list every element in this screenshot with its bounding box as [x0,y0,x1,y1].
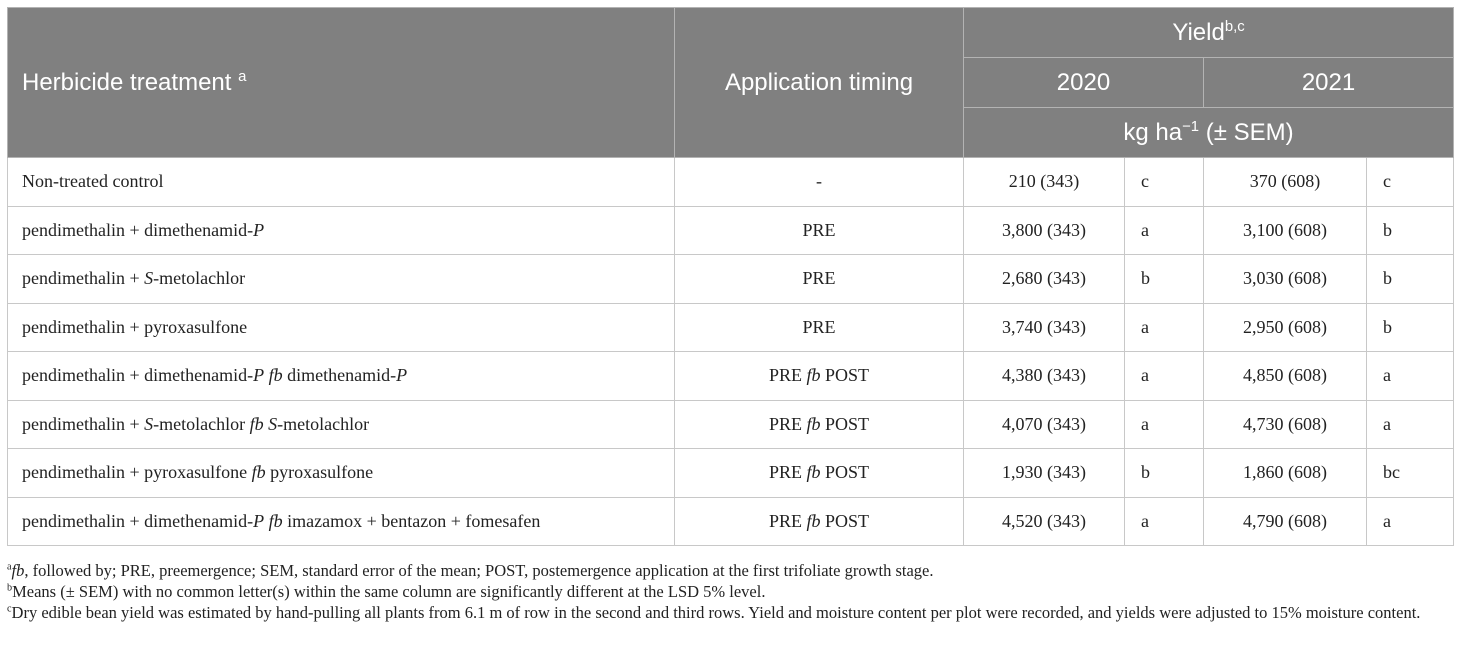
header-treatment-label: Herbicide treatment [22,68,232,96]
cell-treatment: pendimethalin + pyroxasulfone fb pyroxasulfone [8,449,675,498]
cell-timing: PRE [675,303,964,352]
cell-timing: PRE fb POST [675,352,964,401]
header-yield [964,8,1454,58]
yield-table [7,7,1454,546]
cell-timing: - [675,158,964,207]
header-treatment [8,8,675,158]
footnote-b-text: Means (± SEM) with no common letter(s) within the same column are significantly different at the LSD 5% level. [12,582,766,601]
header-unit-base: kg ha [1123,118,1183,146]
table-body [8,158,1454,546]
header-unit-exponent: −1 [1182,118,1200,135]
header-year-2021: 2021 [1204,58,1454,108]
cell-treatment: pendimethalin + dimethenamid-P [8,206,675,255]
table-row [8,255,1454,304]
footnote-a [7,560,1455,581]
cell-letter-2021: c [1367,158,1454,207]
footnote-a-fb: fb [11,561,25,580]
cell-treatment: pendimethalin + dimethenamid-P fb imazamox + bentazon + fomesafen [8,497,675,546]
cell-yield-2021: 3,100 (608) [1204,206,1367,255]
table-row [8,352,1454,401]
header-unit [964,108,1454,158]
cell-letter-2020: a [1125,303,1204,352]
cell-letter-2020: a [1125,497,1204,546]
cell-yield-2020: 4,520 (343) [964,497,1125,546]
table-header [8,8,1454,158]
header-yield-note: b,c [1224,18,1245,35]
cell-timing: PRE fb POST [675,449,964,498]
table-row [8,206,1454,255]
cell-timing: PRE [675,206,964,255]
cell-timing: PRE fb POST [675,497,964,546]
cell-yield-2020: 4,070 (343) [964,400,1125,449]
cell-treatment: pendimethalin + pyroxasulfone [8,303,675,352]
cell-letter-2020: a [1125,206,1204,255]
cell-treatment: pendimethalin + S-metolachlor fb S-metolachlor [8,400,675,449]
cell-letter-2020: a [1125,400,1204,449]
cell-letter-2020: c [1125,158,1204,207]
footnote-b [7,581,1455,602]
table-row [8,158,1454,207]
footnote-a-text: , followed by; PRE, preemergence; SEM, standard error of the mean; POST, postemergence application at the first trifoliate growth stage. [24,561,934,580]
cell-letter-2021: a [1367,352,1454,401]
cell-letter-2020: b [1125,255,1204,304]
table-row [8,303,1454,352]
footnotes [7,560,1455,623]
footnote-b-mark: b [7,582,13,594]
cell-timing: PRE fb POST [675,400,964,449]
cell-letter-2021: a [1367,400,1454,449]
cell-letter-2021: b [1367,303,1454,352]
cell-letter-2020: a [1125,352,1204,401]
header-unit-sem: (± SEM) [1199,118,1294,146]
table-row [8,400,1454,449]
header-treatment-note: a [238,68,247,85]
footnote-c-mark: c [7,603,12,615]
cell-treatment: pendimethalin + S-metolachlor [8,255,675,304]
header-timing: Application timing [675,8,964,158]
table-row [8,497,1454,546]
cell-treatment: Non-treated control [8,158,675,207]
cell-yield-2020: 4,380 (343) [964,352,1125,401]
cell-timing: PRE [675,255,964,304]
cell-yield-2020: 1,930 (343) [964,449,1125,498]
cell-letter-2020: b [1125,449,1204,498]
cell-yield-2021: 4,730 (608) [1204,400,1367,449]
cell-yield-2021: 2,950 (608) [1204,303,1367,352]
cell-letter-2021: b [1367,206,1454,255]
cell-yield-2021: 4,850 (608) [1204,352,1367,401]
cell-yield-2021: 3,030 (608) [1204,255,1367,304]
cell-yield-2020: 3,800 (343) [964,206,1125,255]
cell-yield-2020: 2,680 (343) [964,255,1125,304]
cell-yield-2021: 370 (608) [1204,158,1367,207]
header-year-2020: 2020 [964,58,1204,108]
cell-letter-2021: a [1367,497,1454,546]
header-yield-label: Yield [1172,18,1225,46]
cell-yield-2020: 3,740 (343) [964,303,1125,352]
cell-letter-2021: bc [1367,449,1454,498]
footnote-c-text: Dry edible bean yield was estimated by hand-pulling all plants from 6.1 m of row in the second and third rows. Yield and moisture content per plot were recorded, and yields were adjusted to 15% moisture content. [11,603,1421,622]
cell-yield-2021: 1,860 (608) [1204,449,1367,498]
footnote-a-mark: a [7,561,12,573]
cell-letter-2021: b [1367,255,1454,304]
footnote-c [7,602,1455,623]
cell-yield-2020: 210 (343) [964,158,1125,207]
cell-treatment: pendimethalin + dimethenamid-P fb dimethenamid-P [8,352,675,401]
cell-yield-2021: 4,790 (608) [1204,497,1367,546]
table-row [8,449,1454,498]
